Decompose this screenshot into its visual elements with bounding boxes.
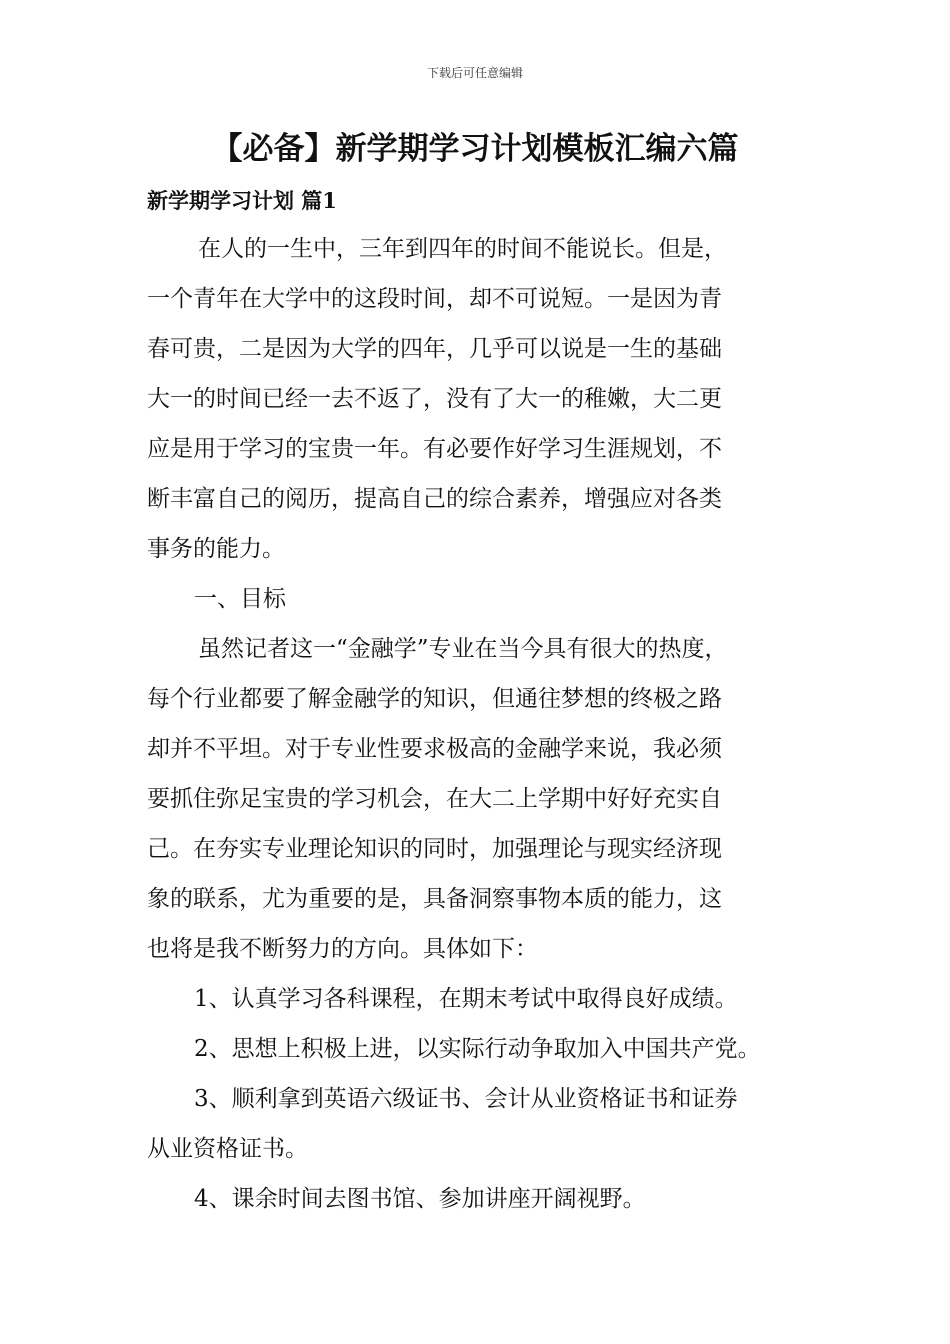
list-item: 3、顺利拿到英语六级证书、会计从业资格证书和证券 (194, 1086, 738, 1112)
paragraph-line: 春可贵，二是因为大学的四年，几乎可以说是一生的基础 (147, 336, 722, 362)
list-item-continuation: 从业资格证书。 (147, 1136, 308, 1162)
paragraph-line: 断丰富自己的阅历，提高自己的综合素养，增强应对各类 (147, 486, 722, 512)
paragraph-line: 虽然记者这一“金融学”专业在当今具有很大的热度， (198, 636, 728, 662)
goal-heading: 一、目标 (194, 586, 286, 612)
paragraph-line: 事务的能力。 (147, 536, 285, 562)
paragraph-line: 在人的一生中，三年到四年的时间不能说长。但是， (198, 236, 727, 262)
page-header-note: 下载后可任意编辑 (426, 66, 523, 80)
document-title: 【必备】新学期学习计划模板汇编六篇 (211, 131, 739, 167)
list-item: 2、思想上积极上进，以实际行动争取加入中国共产党。 (194, 1036, 761, 1062)
paragraph-line: 己。在夯实专业理论知识的同时，加强理论与现实经济现 (147, 836, 722, 862)
paragraph-line: 却并不平坦。对于专业性要求极高的金融学来说，我必须 (147, 736, 722, 762)
paragraph-line: 要抓住弥足宝贵的学习机会，在大二上学期中好好充实自 (147, 786, 722, 812)
paragraph-line: 也将是我不断努力的方向。具体如下： (147, 936, 538, 962)
paragraph-line: 大一的时间已经一去不返了，没有了大一的稚嫩，大二更 (147, 386, 722, 412)
paragraph-line: 一个青年在大学中的这段时间，却不可说短。一是因为青 (147, 286, 722, 312)
list-item: 1、认真学习各科课程，在期末考试中取得良好成绩。 (194, 986, 738, 1012)
paragraph-line: 象的联系，尤为重要的是，具备洞察事物本质的能力，这 (147, 886, 722, 912)
section-heading: 新学期学习计划 篇1 (147, 188, 337, 213)
list-item: 4、课余时间去图书馆、参加讲座开阔视野。 (194, 1186, 646, 1212)
paragraph-line: 每个行业都要了解金融学的知识，但通往梦想的终极之路 (147, 686, 722, 712)
paragraph-line: 应是用于学习的宝贵一年。有必要作好学习生涯规划，不 (147, 436, 722, 462)
